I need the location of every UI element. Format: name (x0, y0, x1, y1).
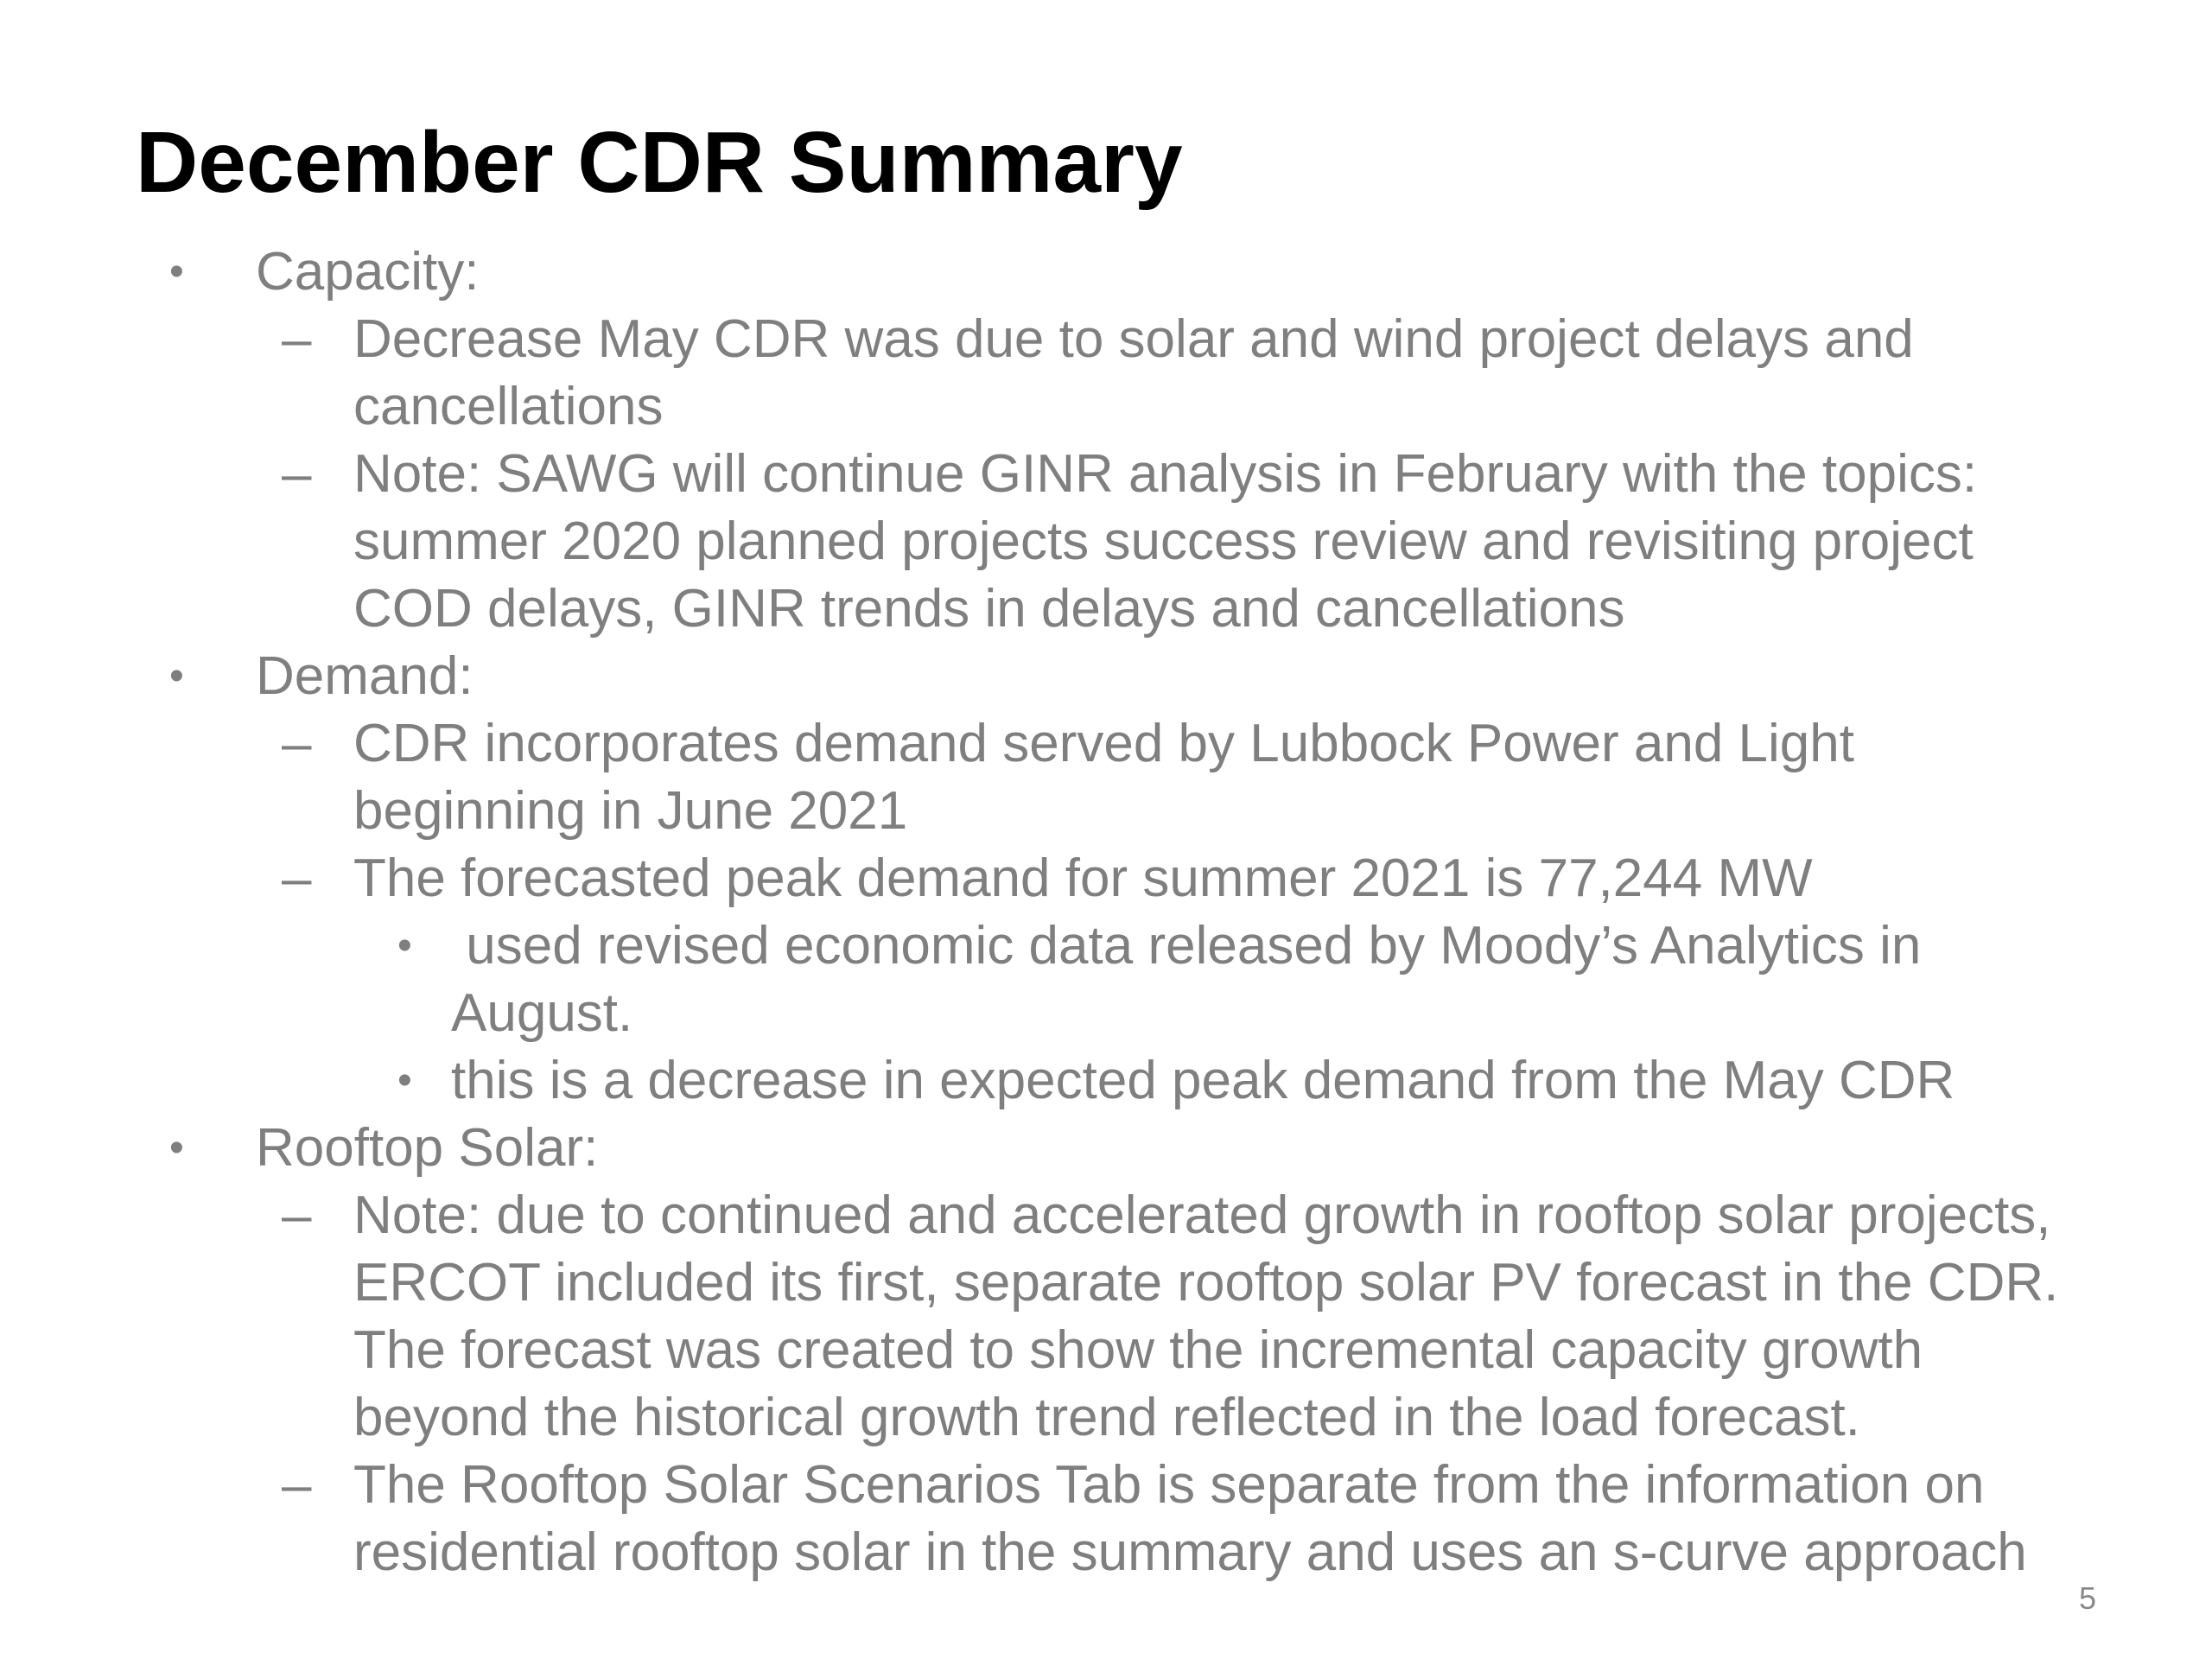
bullet-glyph: • (169, 249, 184, 295)
bullet-heading (0, 643, 2212, 710)
dash-glyph: – (282, 714, 312, 773)
heading-text: Rooftop Solar: (256, 1118, 599, 1178)
sub-bullet (0, 306, 2212, 441)
sub-bullet (0, 1182, 2212, 1452)
sub-sub-bullet (0, 1047, 2212, 1115)
text-line: Note: due to continued and accelerated growth in rooftop solar projects, (353, 1185, 2051, 1245)
text-line: this is a decrease in expected peak demand from the May CDR (451, 1051, 1955, 1110)
text-line: used revised economic data released by Moody’s Analytics in (451, 916, 1922, 976)
text-line: Note: SAWG will continue GINR analysis in February with the topics: (353, 444, 1978, 504)
section-demand (0, 643, 2212, 1115)
text-line: beyond the historical growth trend reflected in the load forecast. (353, 1388, 1860, 1447)
bullet-glyph: • (169, 1125, 184, 1171)
section-capacity (0, 238, 2212, 643)
bullet-glyph: • (169, 653, 184, 699)
section-rooftop-solar (0, 1115, 2212, 1586)
text-line: cancellations (353, 377, 664, 436)
dash-glyph: – (282, 849, 312, 908)
bullet-heading (0, 1115, 2212, 1182)
text-line: residential rooftop solar in the summary and uses an s-curve approach (353, 1522, 2027, 1582)
page-number: 5 (2078, 1580, 2096, 1616)
text-line: The forecasted peak demand for summer 2021 is 77,244 MW (353, 849, 1813, 908)
sub-bullet (0, 441, 2212, 643)
heading-text: Demand: (256, 646, 474, 706)
bullet-glyph: • (397, 1058, 412, 1103)
text-line: beginning in June 2021 (353, 781, 908, 841)
text-line: The forecast was created to show the incremental capacity growth (353, 1320, 1923, 1380)
text-line: COD delays, GINR trends in delays and cancellations (353, 579, 1625, 639)
text-line: CDR incorporates demand served by Lubbock Power and Light (353, 714, 1854, 773)
slide-body (0, 238, 2212, 1586)
bullet-heading (0, 238, 2212, 306)
sub-bullet (0, 1452, 2212, 1586)
slide-title: December CDR Summary (136, 114, 1183, 211)
sub-bullet (0, 710, 2212, 845)
text-line: summer 2020 planned projects success review and revisiting project (353, 512, 1974, 571)
dash-glyph: – (282, 444, 312, 504)
sub-bullet (0, 845, 2212, 912)
sub-sub-bullet (0, 912, 2212, 1047)
dash-glyph: – (282, 309, 312, 369)
text-line: August. (451, 983, 633, 1043)
text-line: Decrease May CDR was due to solar and wind project delays and (353, 309, 1914, 369)
bullet-glyph: • (397, 923, 412, 969)
heading-text: Capacity: (256, 242, 480, 302)
text-line: ERCOT included its first, separate rooftop solar PV forecast in the CDR. (353, 1253, 2059, 1313)
dash-glyph: – (282, 1185, 312, 1245)
dash-glyph: – (282, 1455, 312, 1515)
text-line: The Rooftop Solar Scenarios Tab is separate from the information on (353, 1455, 1985, 1515)
